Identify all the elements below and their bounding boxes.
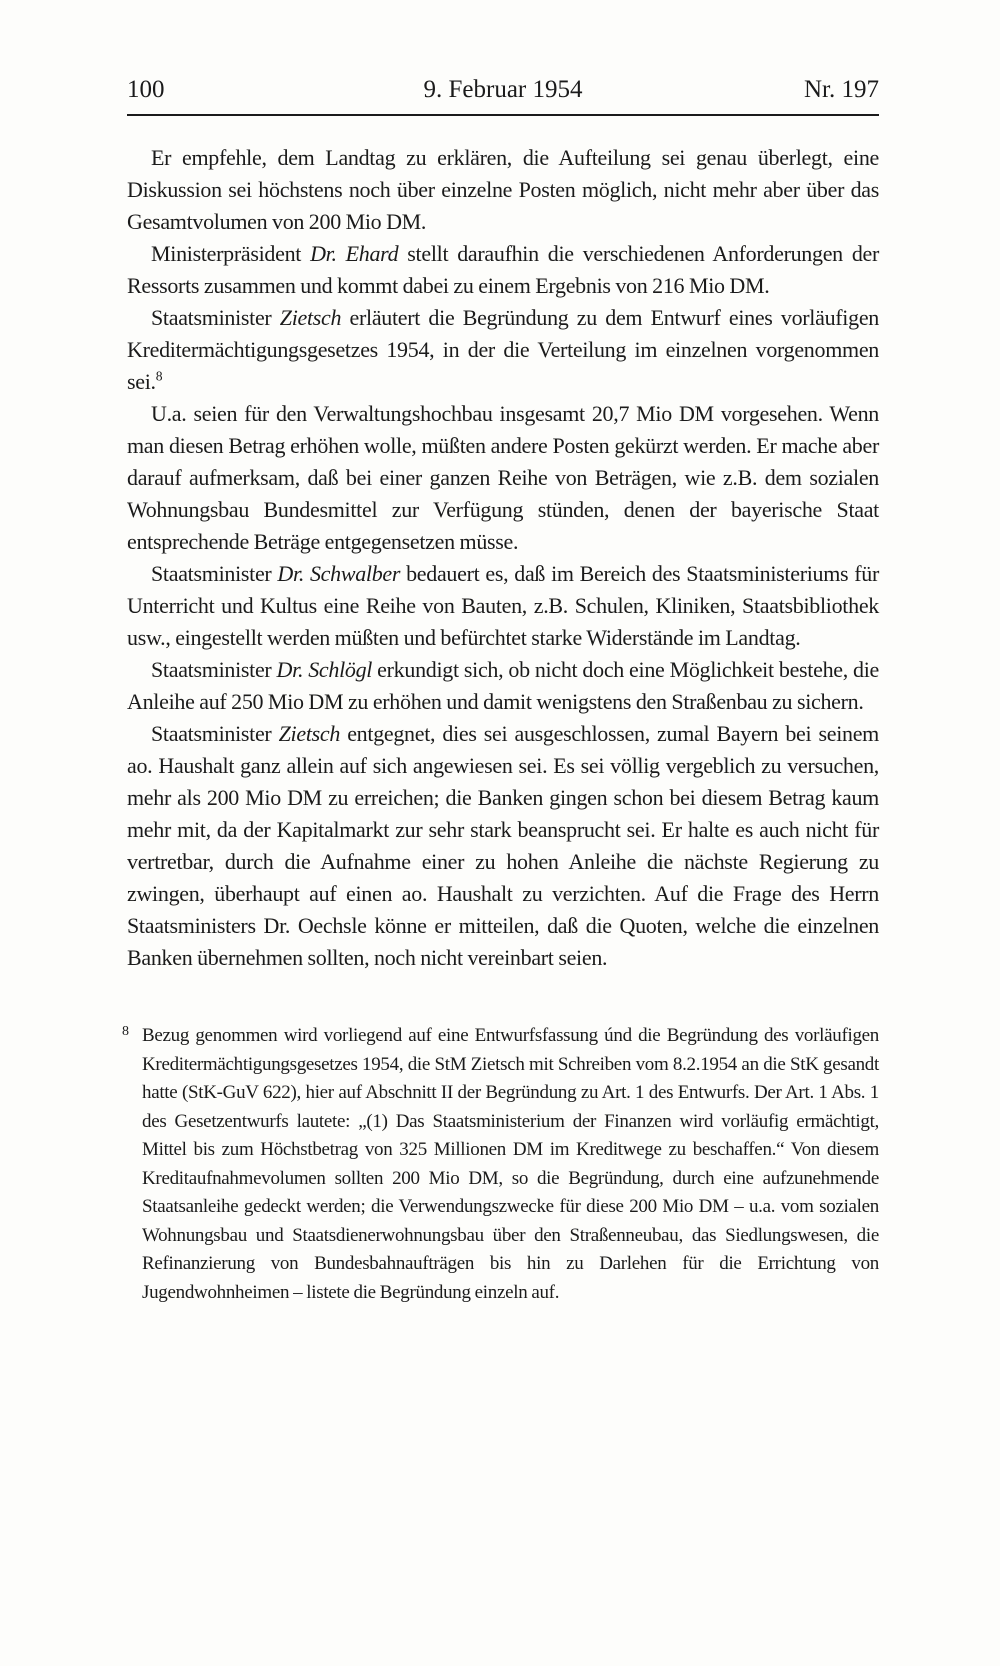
paragraph-text: U.a. seien für den Verwaltungshochbau insgesamt 20,7 Mio DM vorgesehen. Wenn man diesen Betrag erhöhen wolle, müßten andere Posten gekürzt werden. Er mache aber darauf aufmerksam, daß bei einer ganzen Reihe von Beträgen, wie z.B. dem sozialen Wohnungsbau Bundesmittel zur Verfügung stünden, denen der bayerische Staat entsprechende Beträge entgegensetzen müsse. (127, 401, 879, 554)
speaker-name: Zietsch (278, 721, 341, 746)
body-paragraph (127, 718, 879, 974)
footnote-block (122, 1022, 879, 1307)
paragraph-text: entgegnet, dies sei ausgeschlossen, zumal Bayern bei seinem ao. Haushalt ganz allein auf sich angewiesen sei. Es sei völlig vergeblich zu versuchen, mehr als 200 Mio DM zu erreichen; die Banken gingen schon bei diesem Betrag kaum mehr mit, da der Kapitalmarkt zur sehr stark beansprucht sei. Er halte es auch nicht für vertretbar, durch die Aufnahme einer zu hohen Anleihe die nächste Regierung zu zwingen, überhaupt auf einen ao. Haushalt zu verzichten. Auf die Frage des Herrn Staatsministers Dr. Oechsle könne er mitteilen, daß die Quoten, welche die einzelnen Banken übernehmen sollten, noch nicht vereinbart seien. (127, 721, 879, 970)
paragraph-text: Ministerpräsident (151, 241, 311, 266)
document-number: Nr. 197 (804, 76, 879, 103)
paragraph-text: Er empfehle, dem Landtag zu erklären, die Aufteilung sei genau überlegt, eine Diskussion sei höchstens noch über einzelne Posten möglich, nicht mehr aber über das Gesamtvolumen von 200 Mio DM. (127, 145, 879, 234)
page-number: 100 (127, 76, 165, 103)
body-paragraph (127, 238, 879, 302)
body-paragraph (127, 398, 879, 558)
speaker-name: Dr. Ehard (310, 241, 399, 266)
speaker-name: Dr. Schwalber (277, 561, 401, 586)
body-paragraph (127, 558, 879, 654)
header-rule (127, 114, 879, 116)
paragraph-text: erläutert die Begründung zu dem Entwurf eines vorläufigen Kreditermächtigungsgesetzes 1954, in der die Verteilung im einzelnen vorgenommen sei. (127, 305, 879, 394)
paragraph-text: stellt daraufhin die verschiedenen Anforderungen der Ressorts zusammen und kommt dabei zu einem Ergebnis von 216 Mio DM. (127, 241, 880, 298)
footnote-text: Bezug genommen wird vorliegend auf eine Entwurfsfassung únd die Begründung des vorläufigen Kreditermächtigungsgesetzes 1954, die StM Zietsch mit Schreiben vom 8.2.1954 an die StK gesandt hatte (StK-GuV 622), hier auf Abschnitt II der Begründung zu Art. 1 des Entwurfs. Der Art. 1 Abs. 1 des Gesetzentwurfs lautete: „(1) Das Staatsministerium der Finanzen wird vorläufig ermächtigt, Mittel bis zum Höchstbetrag von 325 Millionen DM im Kreditwege zu beschaffen.“ Von diesem Kreditaufnahmevolumen sollten 200 Mio DM, so die Begründung, durch eine aufzunehmende Staatsanleihe gedeckt werden; die Verwendungszwecke für diese 200 Mio DM – u.a. vom sozialen Wohnungsbau und Staatsdienerwohnungsbau über den Straßenneubau, das Siedlungswesen, die Refinanzierung von Bundesbahnaufträgen bis hin zu Darlehen für die Errichtung von Jugendwohnheimen – listete die Begründung einzeln auf. (142, 1025, 879, 1303)
speaker-name: Dr. Schlögl (276, 657, 373, 682)
footnote-marker: 8 (122, 1024, 129, 1039)
footnote-ref: 8 (155, 368, 163, 384)
body-text (127, 142, 879, 974)
paragraph-text: Staatsminister (151, 561, 278, 586)
body-paragraph (127, 654, 879, 718)
paragraph-text: erkundigt sich, ob nicht doch eine Möglichkeit bestehe, die Anleihe auf 250 Mio DM zu erhöhen und damit wenigstens den Straßenbau zu sichern. (127, 657, 879, 714)
body-paragraph (127, 142, 879, 238)
running-head (127, 76, 879, 104)
speaker-name: Zietsch (279, 305, 342, 330)
header-date: 9. Februar 1954 (423, 76, 583, 103)
paragraph-text: bedauert es, daß im Bereich des Staatsministeriums für Unterricht und Kultus eine Reihe von Bauten, z.B. Schulen, Kliniken, Staatsbibliothek usw., eingestellt werden müßten und befürchtet starke Widerstände im Landtag. (127, 561, 880, 650)
paragraph-text: Staatsminister (151, 657, 277, 682)
paragraph-text: Staatsminister (151, 305, 280, 330)
body-paragraph (127, 302, 879, 398)
page-content-column (122, 76, 880, 1307)
paragraph-text: Staatsminister (151, 721, 279, 746)
